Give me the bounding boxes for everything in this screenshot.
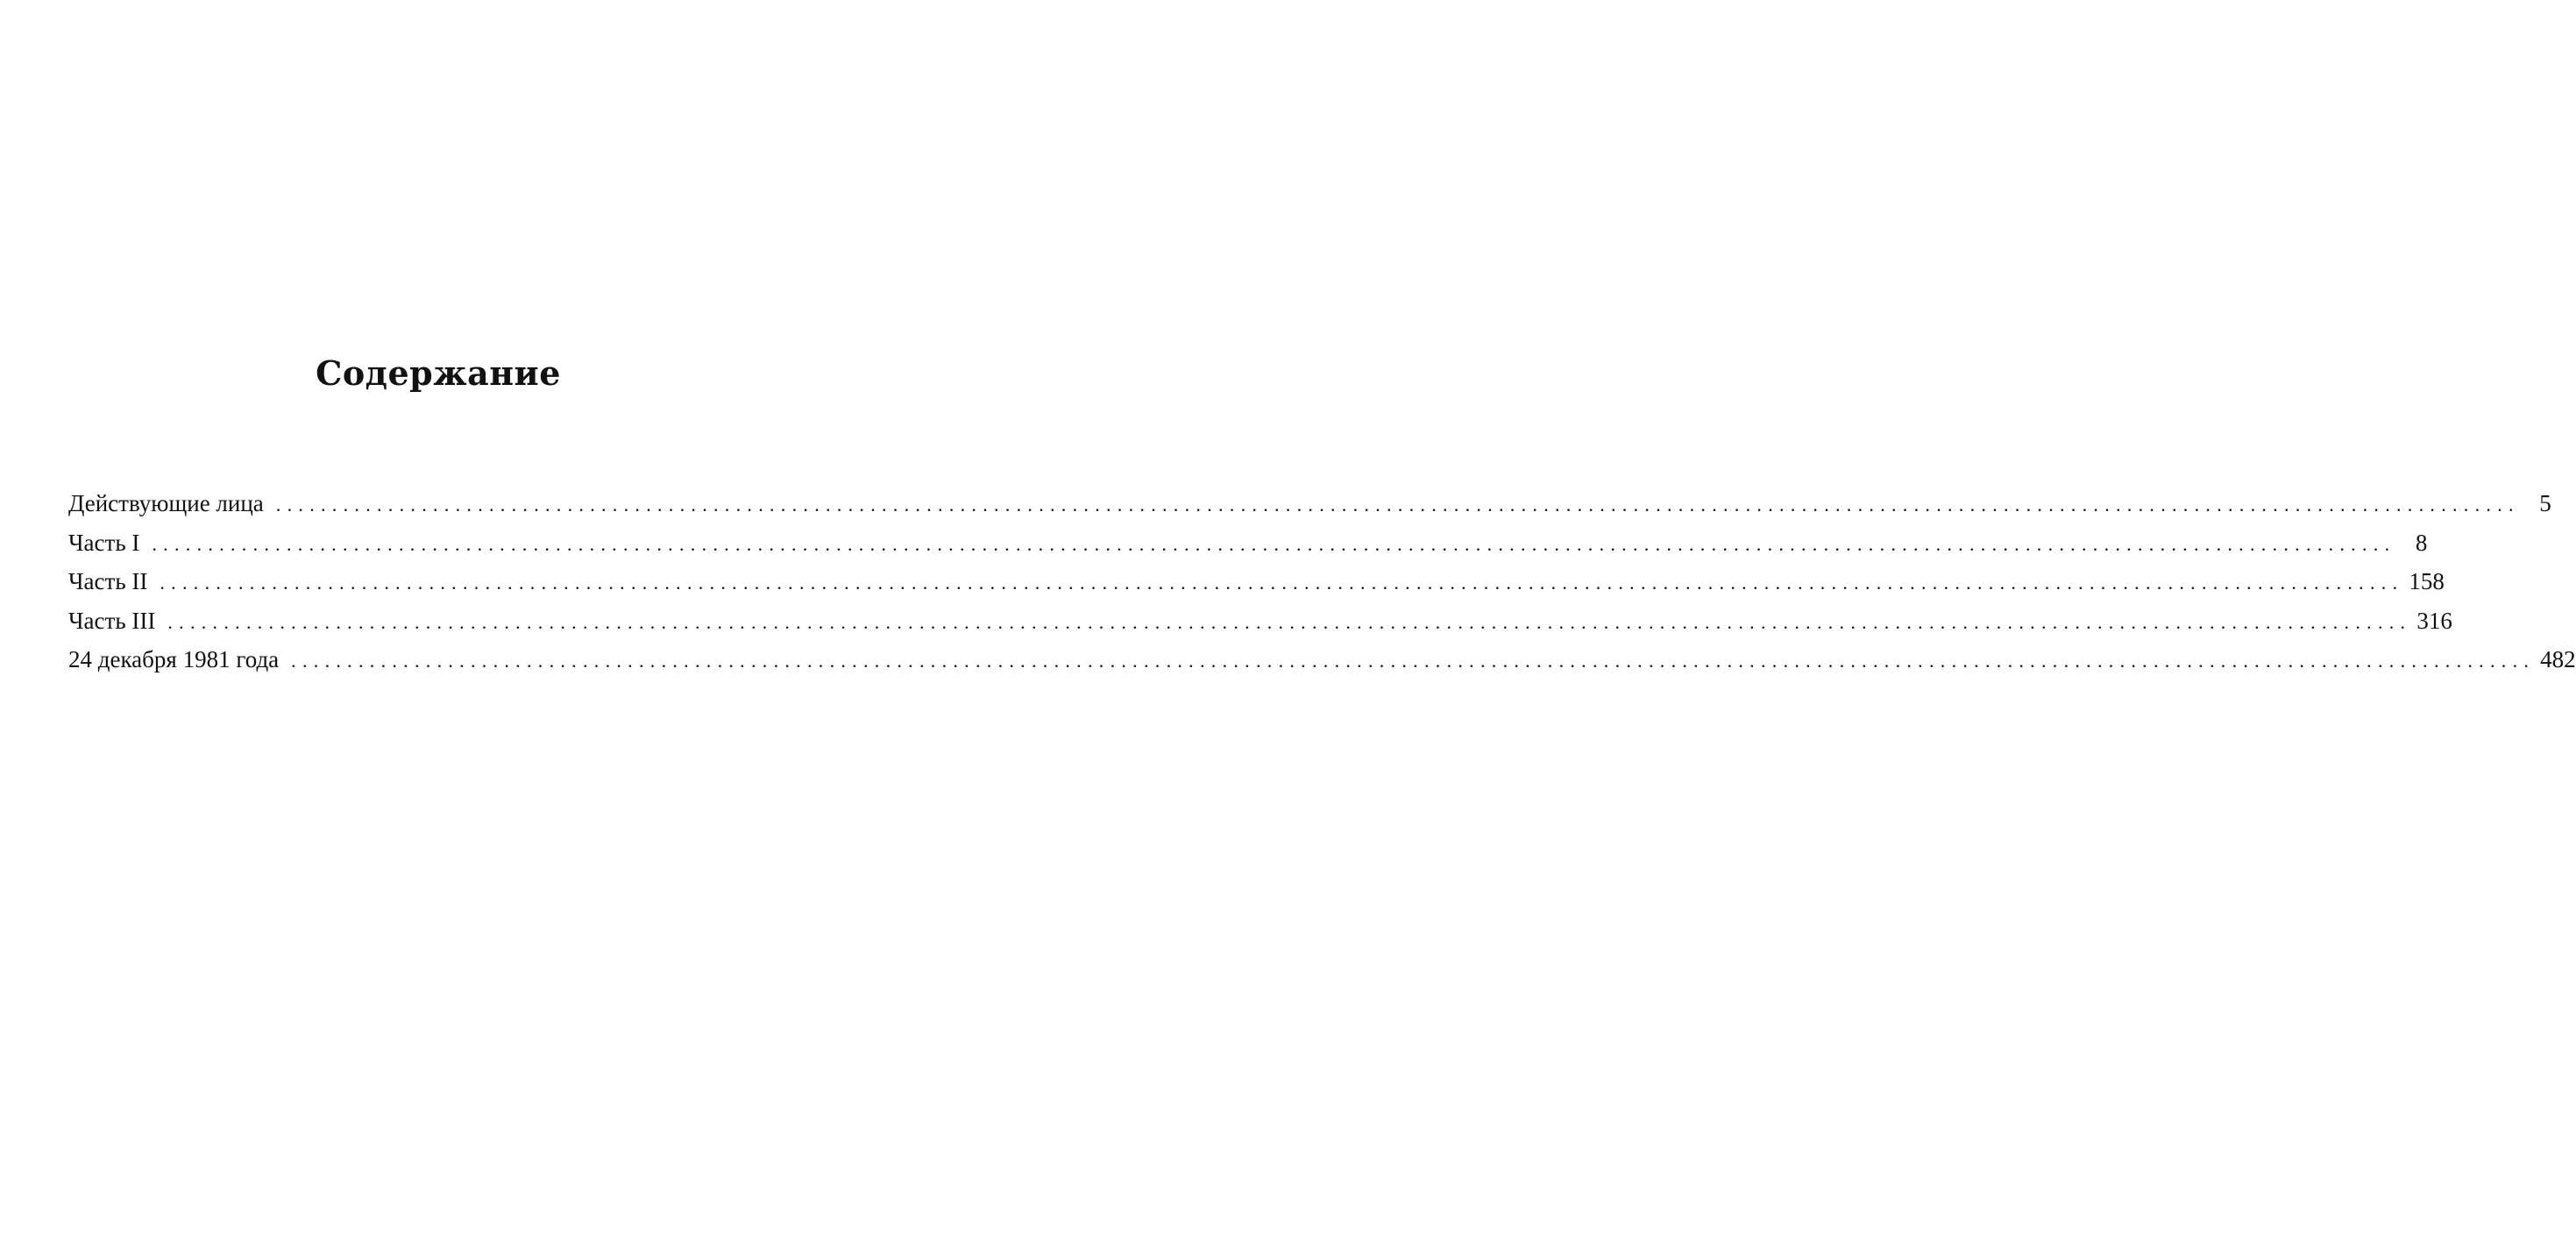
dot-leader: ........................................................................................................................................................................................................ — [160, 572, 2404, 594]
toc-entry-page: 482 — [2540, 646, 2576, 672]
dot-leader: ........................................................................................................................................................................................................ — [275, 494, 2520, 516]
table-of-contents — [68, 484, 2576, 679]
toc-entry — [68, 523, 2428, 563]
dot-leader: ........................................................................................................................................................................................................ — [291, 650, 2536, 672]
toc-entry-label: Часть III — [68, 607, 156, 634]
toc-entry-label: 24 декабря 1981 года — [68, 646, 280, 672]
toc-entry-label: Часть II — [68, 568, 148, 594]
toc-entry-page: 316 — [2416, 607, 2452, 634]
toc-entry-page: 158 — [2409, 568, 2445, 594]
page-title: Содержание — [316, 353, 561, 393]
toc-entry-page: 8 — [2415, 529, 2428, 556]
toc-entry — [68, 562, 2445, 601]
dot-leader: ........................................................................................................................................................................................................ — [152, 532, 2396, 555]
toc-entry — [68, 640, 2576, 679]
toc-entry-label: Действующие лица — [68, 490, 264, 516]
toc-entry — [68, 484, 2551, 523]
dot-leader: ........................................................................................................................................................................................................ — [167, 610, 2412, 633]
toc-entry — [68, 601, 2452, 641]
toc-entry-label: Часть I — [68, 529, 140, 556]
toc-entry-page: 5 — [2539, 490, 2551, 516]
